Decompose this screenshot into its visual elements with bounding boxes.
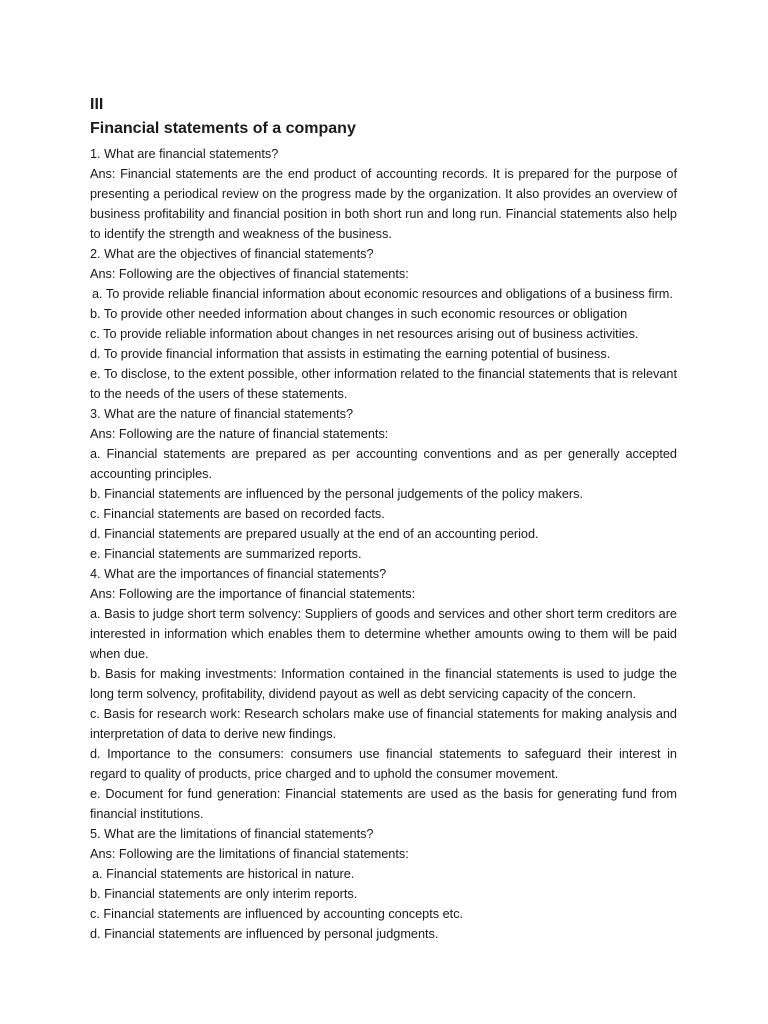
answer-2-item-d: d. To provide financial information that assists in estimating the earning potential of business. xyxy=(90,347,611,361)
question-3: 3. What are the nature of financial statements? xyxy=(90,407,354,421)
answer-4-item-a: a. Basis to judge short term solvency: Suppliers of goods and services and other short term creditors are interested in information which enables them to determine whether amounts owing to them will be paid when due. xyxy=(90,607,677,661)
document-title: Financial statements of a company xyxy=(90,120,356,137)
answer-4-item-e: e. Document for fund generation: Financial statements are used as the basis for generating fund from financial institutions. xyxy=(90,787,677,821)
section-number: III xyxy=(90,96,104,113)
answer-5-item-b: b. Financial statements are only interim reports. xyxy=(90,887,358,901)
answer-2-item-c: c. To provide reliable information about changes in net resources arising out of business activities. xyxy=(90,327,639,341)
answer-4-item-d: d. Importance to the consumers: consumers use financial statements to safeguard their interest in regard to quality of products, price charged and to uphold the consumer movement. xyxy=(90,747,677,781)
answer-2-item-e: e. To disclose, to the extent possible, other information related to the financial statements that is relevant to the needs of the users of these statements. xyxy=(90,367,677,401)
answer-5-item-d: d. Financial statements are influenced by personal judgments. xyxy=(90,927,439,941)
answer-3-item-c: c. Financial statements are based on recorded facts. xyxy=(90,507,385,521)
answer-3-intro: Ans: Following are the nature of financial statements: xyxy=(90,427,389,441)
question-1: 1. What are financial statements? xyxy=(90,147,279,161)
answer-4-intro: Ans: Following are the importance of financial statements: xyxy=(90,587,416,601)
answer-3-item-e: e. Financial statements are summarized reports. xyxy=(90,547,362,561)
answer-4-item-c: c. Basis for research work: Research scholars make use of financial statements for making analysis and interpretation of data to derive new findings. xyxy=(90,707,677,741)
question-4: 4. What are the importances of financial statements? xyxy=(90,567,387,581)
answer-2-item-b: b. To provide other needed information about changes in such economic resources or obligation xyxy=(90,307,628,321)
answer-5-item-c: c. Financial statements are influenced by accounting concepts etc. xyxy=(90,907,464,921)
answer-2-intro: Ans: Following are the objectives of financial statements: xyxy=(90,267,409,281)
answer-5-intro: Ans: Following are the limitations of financial statements: xyxy=(90,847,409,861)
question-5: 5. What are the limitations of financial statements? xyxy=(90,827,374,841)
answer-1: Ans: Financial statements are the end product of accounting records. It is prepared for the purpose of presenting a periodical review on the progress made by the organization. It also provides an overview of business profitability and financial position in both short run and long run. Financial statements also help to identify the strength and weakness of the business. xyxy=(90,167,677,241)
answer-2-item-a: a. To provide reliable financial information about economic resources and obligations of a business firm. xyxy=(92,287,673,301)
document-page xyxy=(90,94,677,944)
answer-5-item-a: a. Financial statements are historical in nature. xyxy=(92,867,355,881)
answer-3-item-a: a. Financial statements are prepared as per accounting conventions and as per generally accepted accounting principles. xyxy=(90,447,677,481)
answer-3-item-b: b. Financial statements are influenced by the personal judgements of the policy makers. xyxy=(90,487,583,501)
answer-4-item-b: b. Basis for making investments: Information contained in the financial statements is used to judge the long term solvency, profitability, dividend payout as well as debt servicing capacity of the concern. xyxy=(90,667,677,701)
answer-3-item-d: d. Financial statements are prepared usually at the end of an accounting period. xyxy=(90,527,539,541)
question-2: 2. What are the objectives of financial statements? xyxy=(90,247,374,261)
